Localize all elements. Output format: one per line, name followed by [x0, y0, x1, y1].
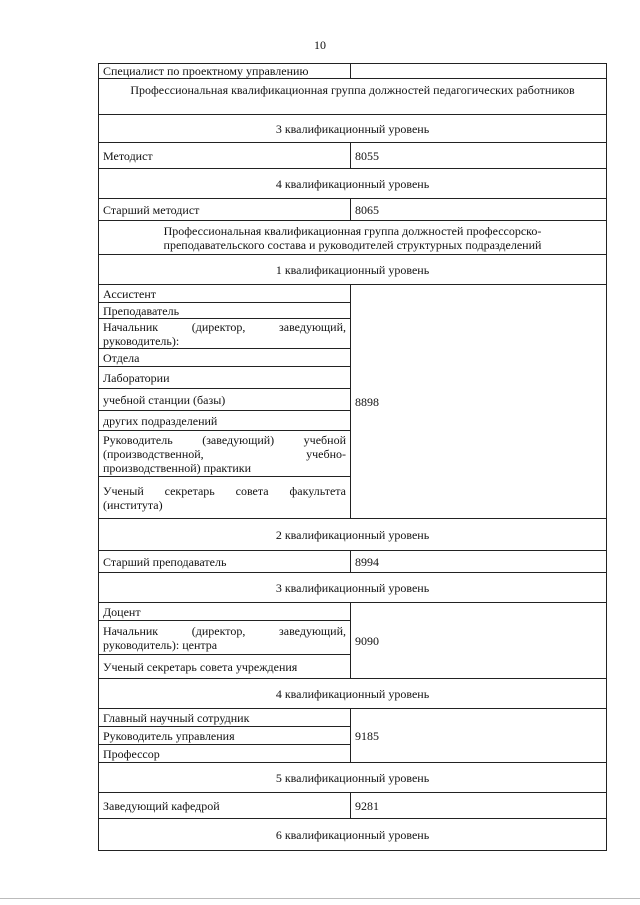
level-row: [99, 819, 607, 851]
table-row: [99, 709, 607, 727]
level-title: 1 квалификационный уровень: [99, 255, 607, 285]
level-title: 5 квалификационный уровень: [99, 763, 607, 793]
group-title: [99, 221, 607, 255]
position-line: (института): [103, 497, 163, 512]
level-row: [99, 763, 607, 793]
position-cell: Руководитель управления: [99, 727, 351, 745]
code-cell: [351, 64, 607, 79]
level-row: [99, 115, 607, 143]
position-cell: Ученый секретарь совета учреждения: [99, 655, 351, 679]
position-line: производственной) практики: [103, 460, 252, 475]
table-row: [99, 143, 607, 169]
table-row: [99, 603, 607, 621]
level-row: [99, 519, 607, 551]
code-cell: 8065: [351, 199, 607, 221]
position-cell: Доцент: [99, 603, 351, 621]
level-row: [99, 255, 607, 285]
position-cell: Главный научный сотрудник: [99, 709, 351, 727]
level-title: 2 квалификационный уровень: [99, 519, 607, 551]
position-cell: Специалист по проектному управлению: [99, 64, 351, 79]
level-row: [99, 573, 607, 603]
level-title: 4 квалификационный уровень: [99, 679, 607, 709]
level-title: 3 квалификационный уровень: [99, 573, 607, 603]
position-cell: Преподаватель: [99, 303, 351, 319]
group-title: Профессиональная квалификационная группа должностей педагогических работников: [99, 79, 607, 115]
position-cell: Заведующий кафедрой: [99, 793, 351, 819]
code-cell: 8898: [351, 285, 607, 519]
level-title: 3 квалификационный уровень: [99, 115, 607, 143]
position-cell: учебной станции (базы): [99, 389, 351, 411]
position-cell: [99, 477, 351, 519]
code-cell: 8055: [351, 143, 607, 169]
position-cell: Методист: [99, 143, 351, 169]
table-row: [99, 285, 607, 303]
position-cell: [99, 431, 351, 477]
position-cell: Ассистент: [99, 285, 351, 303]
position-line: Ученый секретарь совета факультета: [103, 483, 346, 498]
group-header-row: [99, 221, 607, 255]
group-header-row: [99, 79, 607, 115]
position-cell: Лаборатории: [99, 367, 351, 389]
position-cell: других подразделений: [99, 411, 351, 431]
table-row: [99, 64, 607, 79]
position-line: Начальник (директор, заведующий,: [103, 319, 346, 334]
position-cell: [99, 319, 351, 349]
code-cell: 9185: [351, 709, 607, 763]
position-line: Руководитель (заведующий) учебной: [103, 432, 346, 447]
level-title: 6 квалификационный уровень: [99, 819, 607, 851]
position-line: руководитель):: [103, 333, 180, 348]
level-row: [99, 169, 607, 199]
code-cell: 9281: [351, 793, 607, 819]
table-row: [99, 551, 607, 573]
level-title: 4 квалификационный уровень: [99, 169, 607, 199]
position-cell: Старший методист: [99, 199, 351, 221]
group-title-line: Профессиональная квалификационная группа должностей профессорско-: [163, 223, 542, 238]
group-title-line: преподавательского состава и руководителей структурных подразделений: [163, 237, 542, 252]
position-line: Начальник (директор, заведующий,: [103, 623, 346, 638]
position-cell: [99, 621, 351, 655]
position-line: руководитель): центра: [103, 637, 218, 652]
code-cell: 8994: [351, 551, 607, 573]
position-cell: Профессор: [99, 745, 351, 763]
code-cell: 9090: [351, 603, 607, 679]
page-edge-rule: [0, 898, 640, 899]
position-line: (производственной, учебно-: [103, 446, 346, 461]
level-row: [99, 679, 607, 709]
table-row: [99, 793, 607, 819]
position-cell: Старший преподаватель: [99, 551, 351, 573]
qualification-table: [98, 63, 607, 851]
page-number: 10: [314, 38, 326, 52]
position-cell: Отдела: [99, 349, 351, 367]
table-row: [99, 199, 607, 221]
